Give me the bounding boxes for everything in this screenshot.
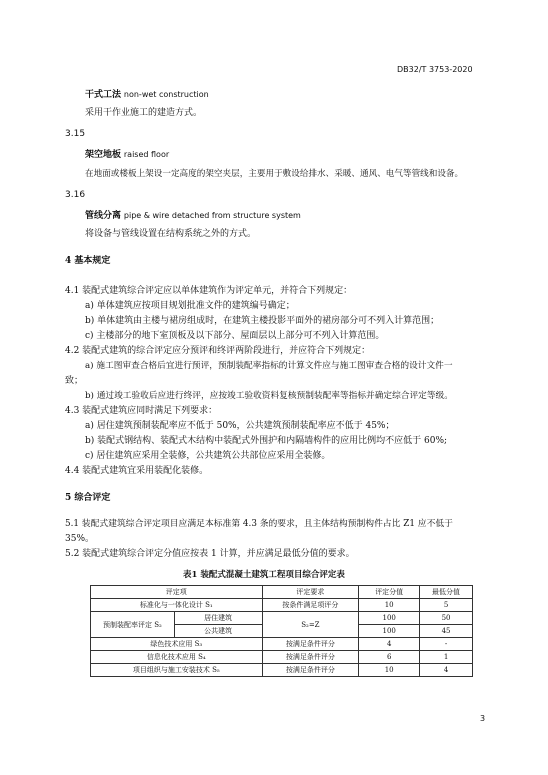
header-cell: 评定分值 xyxy=(359,586,420,599)
clause-text: 4.1 装配式建筑综合评定应以单体建筑作为评定单元，并符合下列规定： xyxy=(65,286,353,296)
header-cell: 最低分值 xyxy=(420,586,473,599)
table-cell: 6 xyxy=(359,651,420,664)
table-cell: 4 xyxy=(359,638,420,651)
chapter-heading: 5 综合评定 xyxy=(65,493,111,503)
clause-text-continued: 35%。 xyxy=(65,534,95,544)
list-item: c) 居住建筑应采用全装修，公共建筑公共部位应采用全装修。 xyxy=(85,451,331,461)
table-cell: 10 xyxy=(359,664,420,677)
list-item: a) 单体建筑应按项目规划批准文件的建筑编号确定； xyxy=(85,301,295,311)
table-cell: 项目组织与施工安装技术 S₅ xyxy=(91,664,263,677)
table-header-row xyxy=(91,586,473,599)
table-row xyxy=(91,651,473,664)
list-item: b) 单体建筑由主楼与裙房组成时，在建筑主楼投影平面外的裙房部分可不列入计算范围； xyxy=(85,316,440,326)
term-raised-floor xyxy=(85,149,169,161)
table-cell: 标准化与一体化设计 S₁ xyxy=(91,599,263,612)
term-pipe-detached xyxy=(85,210,301,222)
table-cell: 5 xyxy=(420,599,473,612)
list-item: a) 施工图审查合格后宜进行预评，预制装配率指标的计算文件应与施工图审查合格的设计文件一 xyxy=(85,361,453,371)
table-cell: 100 xyxy=(359,625,420,638)
table-cell: 按满足条件评分 xyxy=(262,664,359,677)
table-cell: 按条件满足项评分 xyxy=(262,599,359,612)
header-cell: 评定项 xyxy=(91,586,263,599)
table-row xyxy=(91,638,473,651)
term-definition: 在地面或楼板上架设一定高度的架空夹层，主要用于敷设给排水、采暖、通风、电气等管线和设备。 xyxy=(85,169,464,179)
list-item: b) 通过竣工验收后应进行终评，应按竣工验收资料复核预制装配率等指标并确定综合评定等级。 xyxy=(85,391,453,401)
table-cell: S₂=Z xyxy=(262,612,359,638)
chapter-heading: 4 基本规定 xyxy=(65,256,111,266)
table-caption: 表1 装配式混凝土建筑工程项目综合评定表 xyxy=(183,570,345,580)
term-definition: 采用干作业施工的建造方式。 xyxy=(85,108,203,118)
clause-number: 3.16 xyxy=(65,190,86,200)
table-cell: 1 xyxy=(420,651,473,664)
term-dry-construction xyxy=(85,89,209,101)
table-cell: 45 xyxy=(420,625,473,638)
table-cell: 居住建筑 xyxy=(174,612,262,625)
table-cell: 100 xyxy=(359,612,420,625)
header-cell: 评定要求 xyxy=(262,586,359,599)
term-cn: 干式工法 xyxy=(85,90,122,100)
page-number: 3 xyxy=(480,714,486,723)
term-en: pipe & wire detached from structure system xyxy=(123,211,301,220)
table-cell: 4 xyxy=(420,664,473,677)
clause-number: 3.15 xyxy=(65,129,86,139)
table-cell: 按满足条件评分 xyxy=(262,638,359,651)
clause-text: 4.2 装配式建筑的综合评定应分预评和终评两阶段进行，并应符合下列规定： xyxy=(65,346,371,356)
term-cn: 管线分离 xyxy=(85,211,122,221)
list-item: b) 装配式钢结构、装配式木结构中装配式外围护和内隔墙构件的应用比例均不应低于 60%; xyxy=(85,436,448,446)
clause-text: 4.3 装配式建筑应同时满足下列要求： xyxy=(65,406,218,416)
term-en: raised floor xyxy=(123,150,170,159)
list-item: a) 居住建筑预制装配率应不低于 50%，公共建筑预制装配率应不低于 45%； xyxy=(85,421,395,431)
table-cell: 按满足条件评分 xyxy=(262,651,359,664)
table-cell: 公共建筑 xyxy=(174,625,262,638)
term-definition: 将设备与管线设置在结构系统之外的方式。 xyxy=(85,229,257,239)
clause-text: 4.4 装配式建筑宜采用装配化装修。 xyxy=(65,466,209,476)
table-row xyxy=(91,612,473,625)
table-cell: 50 xyxy=(420,612,473,625)
term-en: non-wet construction xyxy=(123,90,209,99)
table-cell: 预制装配率评定 S₂ xyxy=(91,612,175,638)
clause-text: 5.1 装配式建筑综合评定项目应满足本标准第 4.3 条的要求，且主体结构预制构件占比 Z1 应不低于 xyxy=(65,519,453,529)
table-row xyxy=(91,599,473,612)
table-row xyxy=(91,664,473,677)
table-cell: 绿色技术应用 S₃ xyxy=(91,638,263,651)
table-cell: - xyxy=(420,638,473,651)
table-cell: 信息化技术应用 S₄ xyxy=(91,651,263,664)
table-cell: 10 xyxy=(359,599,420,612)
term-cn: 架空地板 xyxy=(85,150,122,160)
list-item: c) 主楼部分的地下室顶板及以下部分、屋面层以上部分可不列入计算范围。 xyxy=(85,331,385,341)
standard-code: DB32/T 3753-2020 xyxy=(397,65,473,74)
evaluation-table xyxy=(90,585,473,677)
list-item-continued: 致； xyxy=(65,376,84,386)
clause-text: 5.2 装配式建筑综合评定分值应按表 1 计算，并应满足最低分值的要求。 xyxy=(65,549,355,559)
